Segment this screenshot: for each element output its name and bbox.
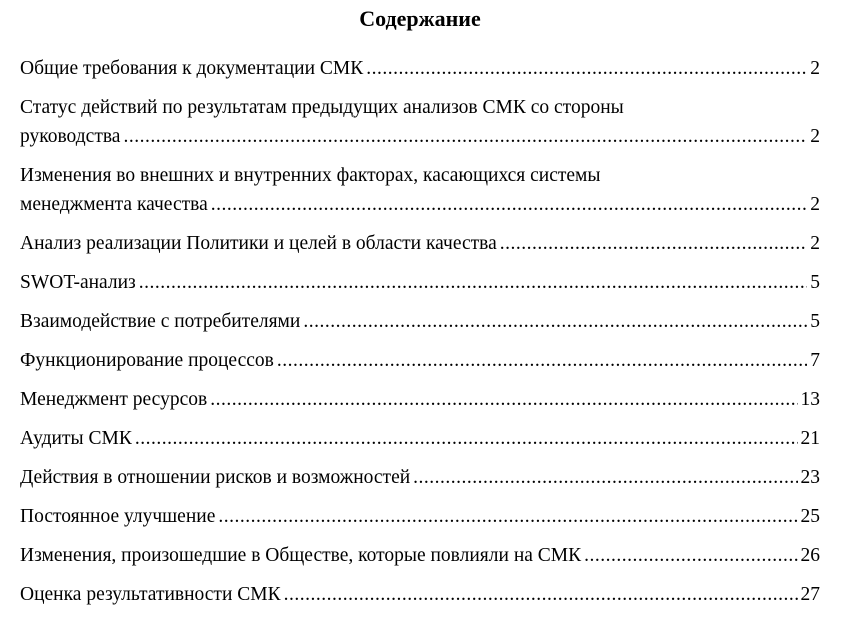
- toc-entry-title-continued: менеджмента качества: [20, 194, 208, 215]
- dot-leader: [135, 424, 798, 453]
- dot-leader: [584, 541, 797, 570]
- toc-entry[interactable]: [20, 385, 820, 414]
- dot-leader: [139, 268, 808, 297]
- toc-entry[interactable]: [20, 463, 820, 492]
- toc-entry-page: 26: [800, 545, 820, 566]
- toc-entry-title: Функционирование процессов: [20, 350, 274, 371]
- toc-list: [20, 54, 820, 609]
- toc-entry-title: Постоянное улучшение: [20, 506, 216, 527]
- dot-leader: [303, 307, 807, 336]
- toc-entry-title: Общие требования к документации СМК: [20, 58, 364, 79]
- toc-entry-title: Оценка результативности СМК: [20, 584, 281, 605]
- dot-leader: [218, 502, 797, 531]
- table-of-contents: [20, 0, 820, 619]
- toc-entry-title: Менеджмент ресурсов: [20, 389, 208, 410]
- toc-entry-title: Действия в отношении рисков и возможностей: [20, 467, 411, 488]
- toc-entry-page: 23: [800, 467, 820, 488]
- toc-entry-page: 25: [800, 506, 820, 527]
- toc-entry-title: Изменения, произошедшие в Обществе, которые повлияли на СМК: [20, 545, 582, 566]
- toc-entry[interactable]: [20, 541, 820, 570]
- toc-entry[interactable]: [20, 424, 820, 453]
- dot-leader: [277, 346, 807, 375]
- toc-entry-page: 13: [800, 389, 820, 410]
- toc-entry[interactable]: [20, 229, 820, 258]
- dot-leader: [123, 122, 807, 151]
- dot-leader: [210, 385, 797, 414]
- toc-entry[interactable]: [20, 502, 820, 531]
- toc-entry[interactable]: [20, 307, 820, 336]
- toc-entry[interactable]: [20, 54, 820, 83]
- toc-entry[interactable]: [20, 268, 820, 297]
- toc-entry[interactable]: [20, 346, 820, 375]
- toc-entry-title: SWOT-анализ: [20, 272, 136, 293]
- toc-entry-page: 5: [810, 311, 820, 332]
- dot-leader: [500, 229, 807, 258]
- dot-leader: [284, 580, 798, 609]
- toc-entry-page: 21: [800, 428, 820, 449]
- dot-leader: [413, 463, 797, 492]
- toc-entry-page: 27: [800, 584, 820, 605]
- toc-entry-page: 2: [810, 58, 820, 79]
- toc-entry-title: Изменения во внешних и внутренних факторах, касающихся системы: [20, 165, 601, 186]
- toc-entry-title: Аудиты СМК: [20, 428, 132, 449]
- toc-entry-title: Статус действий по результатам предыдущих анализов СМК со стороны: [20, 97, 624, 118]
- toc-entry[interactable]: [20, 580, 820, 609]
- toc-entry[interactable]: [20, 161, 820, 219]
- toc-entry-page: 2: [810, 194, 820, 215]
- toc-entry-title: Анализ реализации Политики и целей в области качества: [20, 233, 497, 254]
- toc-title: Содержание: [359, 6, 481, 31]
- toc-entry[interactable]: [20, 93, 820, 151]
- toc-entry-title-continued: руководства: [20, 126, 121, 147]
- toc-entry-page: 5: [810, 272, 820, 293]
- toc-entry-page: 2: [810, 233, 820, 254]
- dot-leader: [211, 190, 808, 219]
- dot-leader: [366, 54, 807, 83]
- toc-entry-title: Взаимодействие с потребителями: [20, 311, 301, 332]
- toc-entry-page: 2: [810, 126, 820, 147]
- toc-entry-page: 7: [810, 350, 820, 371]
